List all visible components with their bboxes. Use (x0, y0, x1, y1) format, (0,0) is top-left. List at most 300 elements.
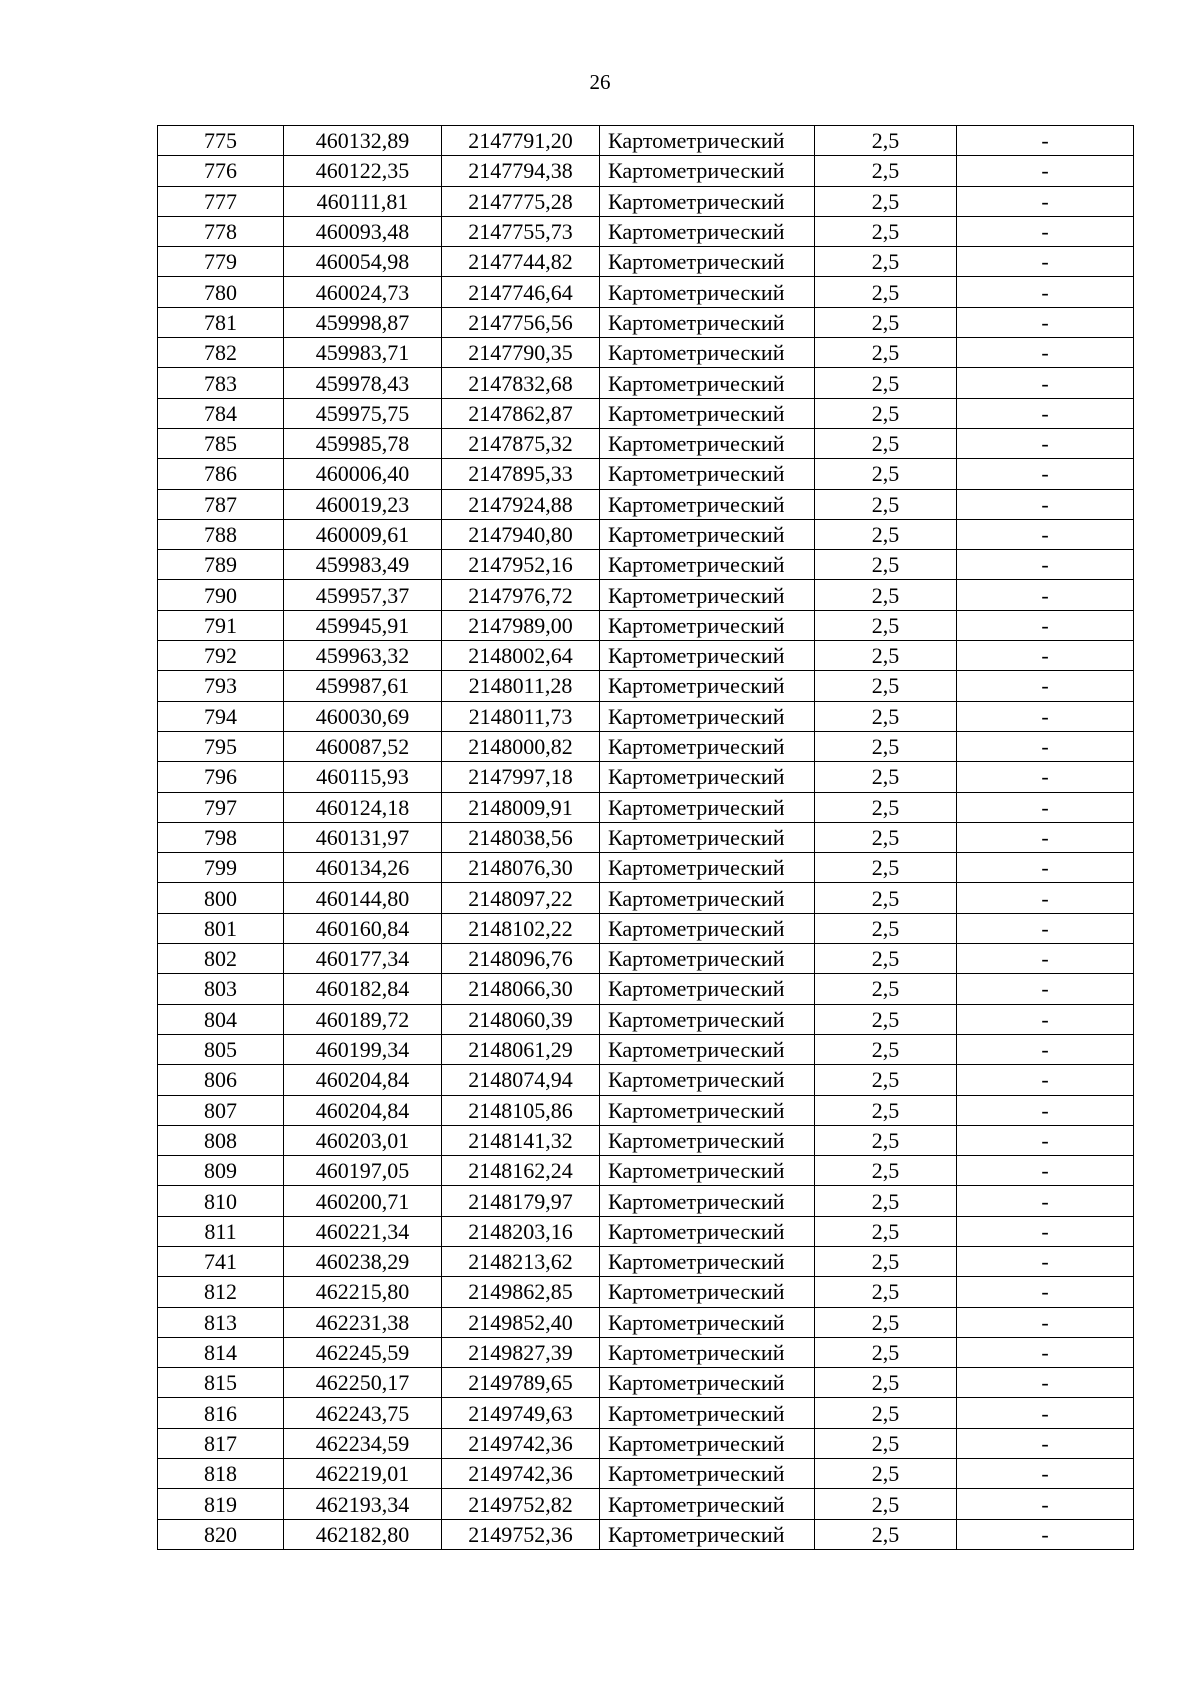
y-coordinate-cell: 2148060,39 (442, 1004, 600, 1034)
note-cell: - (957, 459, 1134, 489)
method-cell: Картометрический (600, 126, 815, 156)
y-coordinate-cell: 2147744,82 (442, 247, 600, 277)
point-number-cell: 790 (158, 580, 284, 610)
note-cell: - (957, 489, 1134, 519)
accuracy-cell: 2,5 (815, 277, 957, 307)
note-cell: - (957, 550, 1134, 580)
y-coordinate-cell: 2147746,64 (442, 277, 600, 307)
note-cell: - (957, 398, 1134, 428)
x-coordinate-cell: 460134,26 (284, 853, 442, 883)
note-cell: - (957, 1186, 1134, 1216)
y-coordinate-cell: 2147940,80 (442, 519, 600, 549)
x-coordinate-cell: 460131,97 (284, 822, 442, 852)
x-coordinate-cell: 459975,75 (284, 398, 442, 428)
point-number-cell: 784 (158, 398, 284, 428)
method-cell: Картометрический (600, 1368, 815, 1398)
table-row (158, 186, 1134, 216)
table-row (158, 1277, 1134, 1307)
x-coordinate-cell: 460111,81 (284, 186, 442, 216)
accuracy-cell: 2,5 (815, 822, 957, 852)
table-row (158, 883, 1134, 913)
table-row (158, 338, 1134, 368)
method-cell: Картометрический (600, 1307, 815, 1337)
table-row (158, 610, 1134, 640)
y-coordinate-cell: 2147976,72 (442, 580, 600, 610)
note-cell: - (957, 156, 1134, 186)
point-number-cell: 780 (158, 277, 284, 307)
x-coordinate-cell: 459957,37 (284, 580, 442, 610)
x-coordinate-cell: 460189,72 (284, 1004, 442, 1034)
method-cell: Картометрический (600, 186, 815, 216)
accuracy-cell: 2,5 (815, 398, 957, 428)
method-cell: Картометрический (600, 1277, 815, 1307)
y-coordinate-cell: 2148066,30 (442, 974, 600, 1004)
note-cell: - (957, 1065, 1134, 1095)
note-cell: - (957, 428, 1134, 458)
x-coordinate-cell: 459983,71 (284, 338, 442, 368)
x-coordinate-cell: 459963,32 (284, 641, 442, 671)
note-cell: - (957, 1095, 1134, 1125)
accuracy-cell: 2,5 (815, 671, 957, 701)
y-coordinate-cell: 2148000,82 (442, 731, 600, 761)
x-coordinate-cell: 460160,84 (284, 913, 442, 943)
method-cell: Картометрический (600, 1004, 815, 1034)
note-cell: - (957, 1034, 1134, 1064)
y-coordinate-cell: 2147997,18 (442, 762, 600, 792)
table-row (158, 1034, 1134, 1064)
table-row (158, 1398, 1134, 1428)
table-row (158, 428, 1134, 458)
y-coordinate-cell: 2149852,40 (442, 1307, 600, 1337)
x-coordinate-cell: 460177,34 (284, 944, 442, 974)
table-row (158, 1004, 1134, 1034)
accuracy-cell: 2,5 (815, 247, 957, 277)
method-cell: Картометрический (600, 1156, 815, 1186)
y-coordinate-cell: 2148002,64 (442, 641, 600, 671)
note-cell: - (957, 944, 1134, 974)
table-row (158, 1428, 1134, 1458)
y-coordinate-cell: 2149827,39 (442, 1337, 600, 1367)
accuracy-cell: 2,5 (815, 1125, 957, 1155)
point-number-cell: 808 (158, 1125, 284, 1155)
accuracy-cell: 2,5 (815, 156, 957, 186)
x-coordinate-cell: 460006,40 (284, 459, 442, 489)
y-coordinate-cell: 2148213,62 (442, 1246, 600, 1276)
method-cell: Картометрический (600, 277, 815, 307)
accuracy-cell: 2,5 (815, 883, 957, 913)
accuracy-cell: 2,5 (815, 1337, 957, 1367)
note-cell: - (957, 641, 1134, 671)
point-number-cell: 786 (158, 459, 284, 489)
note-cell: - (957, 701, 1134, 731)
table-row (158, 762, 1134, 792)
accuracy-cell: 2,5 (815, 126, 957, 156)
point-number-cell: 741 (158, 1246, 284, 1276)
page-number: 26 (589, 70, 611, 94)
x-coordinate-cell: 459987,61 (284, 671, 442, 701)
accuracy-cell: 2,5 (815, 974, 957, 1004)
point-number-cell: 806 (158, 1065, 284, 1095)
table-row (158, 671, 1134, 701)
accuracy-cell: 2,5 (815, 550, 957, 580)
accuracy-cell: 2,5 (815, 489, 957, 519)
y-coordinate-cell: 2148105,86 (442, 1095, 600, 1125)
note-cell: - (957, 610, 1134, 640)
note-cell: - (957, 853, 1134, 883)
point-number-cell: 798 (158, 822, 284, 852)
note-cell: - (957, 368, 1134, 398)
y-coordinate-cell: 2148011,28 (442, 671, 600, 701)
x-coordinate-cell: 460144,80 (284, 883, 442, 913)
x-coordinate-cell: 460009,61 (284, 519, 442, 549)
accuracy-cell: 2,5 (815, 1004, 957, 1034)
method-cell: Картометрический (600, 671, 815, 701)
accuracy-cell: 2,5 (815, 1428, 957, 1458)
accuracy-cell: 2,5 (815, 338, 957, 368)
point-number-cell: 815 (158, 1368, 284, 1398)
table-row (158, 1519, 1134, 1549)
table-row (158, 489, 1134, 519)
x-coordinate-cell: 462219,01 (284, 1459, 442, 1489)
table-row (158, 1186, 1134, 1216)
accuracy-cell: 2,5 (815, 1368, 957, 1398)
note-cell: - (957, 247, 1134, 277)
x-coordinate-cell: 462245,59 (284, 1337, 442, 1367)
accuracy-cell: 2,5 (815, 1216, 957, 1246)
point-number-cell: 812 (158, 1277, 284, 1307)
point-number-cell: 810 (158, 1186, 284, 1216)
accuracy-cell: 2,5 (815, 1519, 957, 1549)
table-row (158, 1156, 1134, 1186)
note-cell: - (957, 974, 1134, 1004)
accuracy-cell: 2,5 (815, 853, 957, 883)
accuracy-cell: 2,5 (815, 1186, 957, 1216)
method-cell: Картометрический (600, 944, 815, 974)
table-row (158, 792, 1134, 822)
y-coordinate-cell: 2147862,87 (442, 398, 600, 428)
table-row (158, 1459, 1134, 1489)
x-coordinate-cell: 460054,98 (284, 247, 442, 277)
x-coordinate-cell: 460238,29 (284, 1246, 442, 1276)
accuracy-cell: 2,5 (815, 1246, 957, 1276)
point-number-cell: 807 (158, 1095, 284, 1125)
note-cell: - (957, 580, 1134, 610)
x-coordinate-cell: 460019,23 (284, 489, 442, 519)
table-row (158, 944, 1134, 974)
accuracy-cell: 2,5 (815, 1034, 957, 1064)
note-cell: - (957, 671, 1134, 701)
x-coordinate-cell: 462234,59 (284, 1428, 442, 1458)
note-cell: - (957, 1307, 1134, 1337)
x-coordinate-cell: 462215,80 (284, 1277, 442, 1307)
note-cell: - (957, 731, 1134, 761)
point-number-cell: 814 (158, 1337, 284, 1367)
method-cell: Картометрический (600, 1216, 815, 1246)
accuracy-cell: 2,5 (815, 428, 957, 458)
method-cell: Картометрический (600, 610, 815, 640)
point-number-cell: 789 (158, 550, 284, 580)
x-coordinate-cell: 460115,93 (284, 762, 442, 792)
method-cell: Картометрический (600, 247, 815, 277)
table-row (158, 1125, 1134, 1155)
y-coordinate-cell: 2147790,35 (442, 338, 600, 368)
method-cell: Картометрический (600, 1337, 815, 1367)
method-cell: Картометрический (600, 822, 815, 852)
accuracy-cell: 2,5 (815, 701, 957, 731)
point-number-cell: 787 (158, 489, 284, 519)
method-cell: Картометрический (600, 519, 815, 549)
point-number-cell: 791 (158, 610, 284, 640)
point-number-cell: 809 (158, 1156, 284, 1186)
x-coordinate-cell: 460093,48 (284, 216, 442, 246)
note-cell: - (957, 1277, 1134, 1307)
y-coordinate-cell: 2147989,00 (442, 610, 600, 640)
y-coordinate-cell: 2149742,36 (442, 1428, 600, 1458)
method-cell: Картометрический (600, 398, 815, 428)
note-cell: - (957, 1398, 1134, 1428)
method-cell: Картометрический (600, 762, 815, 792)
accuracy-cell: 2,5 (815, 913, 957, 943)
table-row (158, 277, 1134, 307)
method-cell: Картометрический (600, 489, 815, 519)
point-number-cell: 777 (158, 186, 284, 216)
x-coordinate-cell: 460182,84 (284, 974, 442, 1004)
table-row (158, 701, 1134, 731)
x-coordinate-cell: 460204,84 (284, 1095, 442, 1125)
method-cell: Картометрический (600, 731, 815, 761)
point-number-cell: 775 (158, 126, 284, 156)
accuracy-cell: 2,5 (815, 762, 957, 792)
y-coordinate-cell: 2147794,38 (442, 156, 600, 186)
note-cell: - (957, 792, 1134, 822)
method-cell: Картометрический (600, 428, 815, 458)
point-number-cell: 794 (158, 701, 284, 731)
method-cell: Картометрический (600, 1034, 815, 1064)
x-coordinate-cell: 460199,34 (284, 1034, 442, 1064)
note-cell: - (957, 277, 1134, 307)
method-cell: Картометрический (600, 1489, 815, 1519)
table-row (158, 853, 1134, 883)
method-cell: Картометрический (600, 974, 815, 1004)
table-body (158, 126, 1134, 1550)
point-number-cell: 800 (158, 883, 284, 913)
note-cell: - (957, 1337, 1134, 1367)
note-cell: - (957, 519, 1134, 549)
table-row (158, 247, 1134, 277)
accuracy-cell: 2,5 (815, 459, 957, 489)
y-coordinate-cell: 2148061,29 (442, 1034, 600, 1064)
method-cell: Картометрический (600, 1186, 815, 1216)
x-coordinate-cell: 460030,69 (284, 701, 442, 731)
method-cell: Картометрический (600, 550, 815, 580)
y-coordinate-cell: 2148074,94 (442, 1065, 600, 1095)
note-cell: - (957, 1246, 1134, 1276)
accuracy-cell: 2,5 (815, 1277, 957, 1307)
table-row (158, 216, 1134, 246)
accuracy-cell: 2,5 (815, 944, 957, 974)
point-number-cell: 799 (158, 853, 284, 883)
accuracy-cell: 2,5 (815, 1398, 957, 1428)
method-cell: Картометрический (600, 368, 815, 398)
table-row (158, 368, 1134, 398)
table-row (158, 307, 1134, 337)
method-cell: Картометрический (600, 459, 815, 489)
table-row (158, 822, 1134, 852)
point-number-cell: 801 (158, 913, 284, 943)
method-cell: Картометрический (600, 792, 815, 822)
method-cell: Картометрический (600, 1459, 815, 1489)
table-row (158, 1337, 1134, 1367)
accuracy-cell: 2,5 (815, 1489, 957, 1519)
y-coordinate-cell: 2149752,36 (442, 1519, 600, 1549)
y-coordinate-cell: 2147952,16 (442, 550, 600, 580)
accuracy-cell: 2,5 (815, 641, 957, 671)
table-row (158, 1489, 1134, 1519)
note-cell: - (957, 338, 1134, 368)
note-cell: - (957, 762, 1134, 792)
point-number-cell: 811 (158, 1216, 284, 1246)
point-number-cell: 781 (158, 307, 284, 337)
method-cell: Картометрический (600, 883, 815, 913)
table-row (158, 974, 1134, 1004)
accuracy-cell: 2,5 (815, 610, 957, 640)
accuracy-cell: 2,5 (815, 1156, 957, 1186)
x-coordinate-cell: 462182,80 (284, 1519, 442, 1549)
method-cell: Картометрический (600, 1428, 815, 1458)
table-row (158, 1095, 1134, 1125)
y-coordinate-cell: 2147755,73 (442, 216, 600, 246)
y-coordinate-cell: 2147756,56 (442, 307, 600, 337)
y-coordinate-cell: 2148179,97 (442, 1186, 600, 1216)
table-row (158, 1368, 1134, 1398)
point-number-cell: 779 (158, 247, 284, 277)
note-cell: - (957, 186, 1134, 216)
table-row (158, 913, 1134, 943)
accuracy-cell: 2,5 (815, 216, 957, 246)
accuracy-cell: 2,5 (815, 1065, 957, 1095)
y-coordinate-cell: 2148097,22 (442, 883, 600, 913)
y-coordinate-cell: 2148096,76 (442, 944, 600, 974)
point-number-cell: 817 (158, 1428, 284, 1458)
method-cell: Картометрический (600, 1125, 815, 1155)
x-coordinate-cell: 460204,84 (284, 1065, 442, 1095)
table-row (158, 459, 1134, 489)
point-number-cell: 805 (158, 1034, 284, 1064)
y-coordinate-cell: 2148009,91 (442, 792, 600, 822)
table-row (158, 1307, 1134, 1337)
note-cell: - (957, 1519, 1134, 1549)
note-cell: - (957, 1004, 1134, 1034)
y-coordinate-cell: 2148141,32 (442, 1125, 600, 1155)
x-coordinate-cell: 460087,52 (284, 731, 442, 761)
point-number-cell: 778 (158, 216, 284, 246)
table-row (158, 519, 1134, 549)
point-number-cell: 820 (158, 1519, 284, 1549)
accuracy-cell: 2,5 (815, 580, 957, 610)
method-cell: Картометрический (600, 853, 815, 883)
method-cell: Картометрический (600, 307, 815, 337)
method-cell: Картометрический (600, 216, 815, 246)
note-cell: - (957, 1156, 1134, 1186)
point-number-cell: 776 (158, 156, 284, 186)
x-coordinate-cell: 459998,87 (284, 307, 442, 337)
y-coordinate-cell: 2148203,16 (442, 1216, 600, 1246)
y-coordinate-cell: 2148038,56 (442, 822, 600, 852)
table-row (158, 580, 1134, 610)
note-cell: - (957, 1368, 1134, 1398)
note-cell: - (957, 883, 1134, 913)
method-cell: Картометрический (600, 156, 815, 186)
table-row (158, 1065, 1134, 1095)
y-coordinate-cell: 2149789,65 (442, 1368, 600, 1398)
coordinates-table (157, 125, 1134, 1550)
x-coordinate-cell: 462243,75 (284, 1398, 442, 1428)
accuracy-cell: 2,5 (815, 1307, 957, 1337)
point-number-cell: 797 (158, 792, 284, 822)
x-coordinate-cell: 462250,17 (284, 1368, 442, 1398)
x-coordinate-cell: 460197,05 (284, 1156, 442, 1186)
point-number-cell: 793 (158, 671, 284, 701)
x-coordinate-cell: 460221,34 (284, 1216, 442, 1246)
method-cell: Картометрический (600, 1398, 815, 1428)
y-coordinate-cell: 2147895,33 (442, 459, 600, 489)
point-number-cell: 804 (158, 1004, 284, 1034)
y-coordinate-cell: 2147875,32 (442, 428, 600, 458)
x-coordinate-cell: 459945,91 (284, 610, 442, 640)
x-coordinate-cell: 459983,49 (284, 550, 442, 580)
point-number-cell: 788 (158, 519, 284, 549)
point-number-cell: 785 (158, 428, 284, 458)
note-cell: - (957, 822, 1134, 852)
table-row (158, 156, 1134, 186)
y-coordinate-cell: 2149752,82 (442, 1489, 600, 1519)
accuracy-cell: 2,5 (815, 792, 957, 822)
note-cell: - (957, 1125, 1134, 1155)
x-coordinate-cell: 460132,89 (284, 126, 442, 156)
x-coordinate-cell: 460024,73 (284, 277, 442, 307)
y-coordinate-cell: 2147775,28 (442, 186, 600, 216)
note-cell: - (957, 216, 1134, 246)
point-number-cell: 802 (158, 944, 284, 974)
point-number-cell: 818 (158, 1459, 284, 1489)
accuracy-cell: 2,5 (815, 307, 957, 337)
y-coordinate-cell: 2149742,36 (442, 1459, 600, 1489)
x-coordinate-cell: 460200,71 (284, 1186, 442, 1216)
table-row (158, 1216, 1134, 1246)
accuracy-cell: 2,5 (815, 368, 957, 398)
accuracy-cell: 2,5 (815, 731, 957, 761)
table-row (158, 641, 1134, 671)
note-cell: - (957, 1459, 1134, 1489)
method-cell: Картометрический (600, 1246, 815, 1276)
y-coordinate-cell: 2147832,68 (442, 368, 600, 398)
point-number-cell: 796 (158, 762, 284, 792)
table-row (158, 550, 1134, 580)
method-cell: Картометрический (600, 641, 815, 671)
accuracy-cell: 2,5 (815, 519, 957, 549)
note-cell: - (957, 1216, 1134, 1246)
accuracy-cell: 2,5 (815, 1095, 957, 1125)
method-cell: Картометрический (600, 1095, 815, 1125)
method-cell: Картометрический (600, 338, 815, 368)
table-row (158, 731, 1134, 761)
accuracy-cell: 2,5 (815, 1459, 957, 1489)
note-cell: - (957, 913, 1134, 943)
y-coordinate-cell: 2148011,73 (442, 701, 600, 731)
y-coordinate-cell: 2147924,88 (442, 489, 600, 519)
table-row (158, 126, 1134, 156)
x-coordinate-cell: 459985,78 (284, 428, 442, 458)
